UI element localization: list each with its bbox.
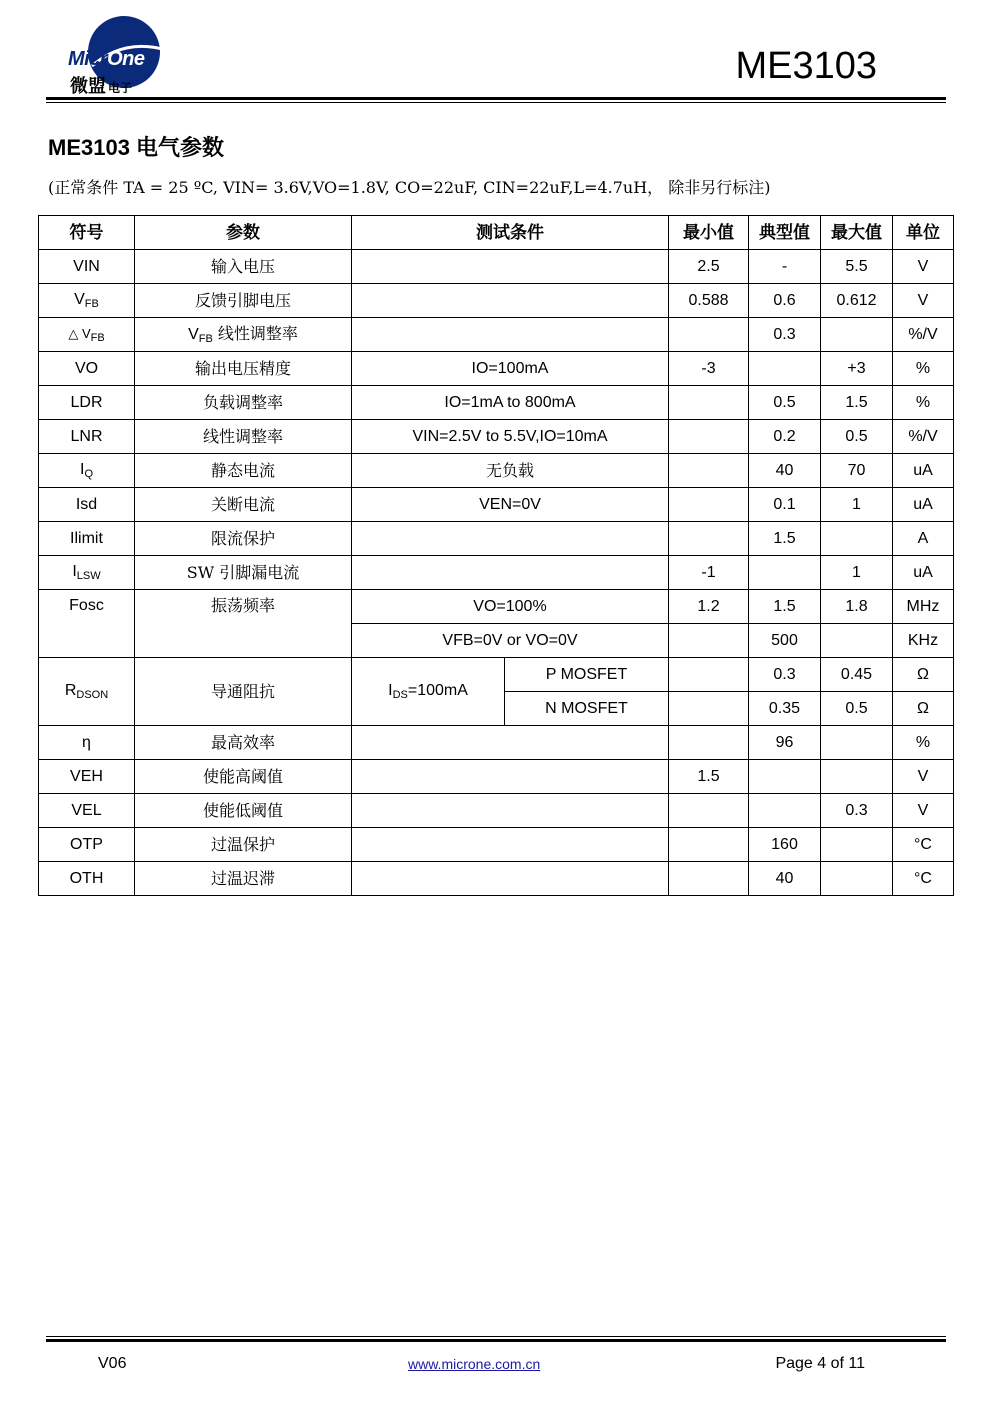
- cell-conditions: IO=100mA: [352, 352, 669, 386]
- table-row: [39, 250, 954, 284]
- cell-symbol: OTH: [39, 862, 135, 896]
- table-row: [39, 284, 954, 318]
- cell-max: 5.5: [821, 250, 893, 284]
- cell-parameter: 振荡频率: [135, 590, 352, 658]
- cell-symbol: $I_Q$: [39, 454, 135, 488]
- cell-conditions: $I_{DS}=100mA$: [352, 658, 505, 726]
- company-logo: [62, 8, 172, 96]
- cell-min: -1: [669, 556, 749, 590]
- cell-max: 1.8: [821, 590, 893, 624]
- electrical-parameters-table: [38, 215, 954, 896]
- cell-typ: 0.3: [749, 658, 821, 692]
- cell-typ: [749, 352, 821, 386]
- cell-max: 0.5: [821, 692, 893, 726]
- cell-max: +3: [821, 352, 893, 386]
- cell-unit: %: [893, 726, 954, 760]
- cell-unit: °C: [893, 828, 954, 862]
- cell-conditions: [352, 318, 669, 352]
- cell-min: [669, 420, 749, 454]
- cell-unit: %: [893, 386, 954, 420]
- cell-min: 0.588: [669, 284, 749, 318]
- cell-typ: -: [749, 250, 821, 284]
- cell-typ: 1.5: [749, 590, 821, 624]
- table-row: [39, 352, 954, 386]
- cell-typ: [749, 794, 821, 828]
- cell-unit: Ω: [893, 692, 954, 726]
- test-conditions-note: (正常条件 TA = 25 ºC, VIN= 3.6V,VO=1.8V, CO=22uF, CIN=22uF,L=4.7uH， 除非另行标注): [48, 178, 771, 197]
- cell-symbol: $V_{FB}$: [39, 284, 135, 318]
- cell-parameter: $V_{FB}$ 线性调整率: [135, 318, 352, 352]
- cell-conditions: [352, 794, 669, 828]
- cell-min: 1.2: [669, 590, 749, 624]
- col-header-parameter: 参数: [135, 216, 352, 250]
- col-header-symbol: 符号: [39, 216, 135, 250]
- cell-parameter: 使能低阈值: [135, 794, 352, 828]
- cell-max: 1: [821, 488, 893, 522]
- col-header-unit: 单位: [893, 216, 954, 250]
- website-link[interactable]: www.microne.com.cn: [408, 1356, 541, 1372]
- cell-symbol: △ $V_{FB}$: [39, 318, 135, 352]
- table-row: [39, 386, 954, 420]
- cell-parameter: 输入电压: [135, 250, 352, 284]
- table-row: [39, 318, 954, 352]
- col-header-max: 最大值: [821, 216, 893, 250]
- cell-parameter: 最高效率: [135, 726, 352, 760]
- cell-max: [821, 318, 893, 352]
- cell-symbol: $I_{LSW}$: [39, 556, 135, 590]
- cell-max: 70: [821, 454, 893, 488]
- cell-unit: %: [893, 352, 954, 386]
- cell-unit: Ω: [893, 658, 954, 692]
- table-row: [39, 420, 954, 454]
- cell-typ: 500: [749, 624, 821, 658]
- table-row: [39, 556, 954, 590]
- cell-unit: V: [893, 284, 954, 318]
- cell-min: [669, 454, 749, 488]
- cell-typ: 0.3: [749, 318, 821, 352]
- cell-typ: 40: [749, 862, 821, 896]
- header-rule-thick: [46, 97, 946, 100]
- page-number: Page 4 of 11: [775, 1355, 865, 1372]
- cell-conditions: [352, 284, 669, 318]
- cell-conditions: [352, 760, 669, 794]
- cell-symbol: $R_{DSON}$: [39, 658, 135, 726]
- cell-conditions: VEN=0V: [352, 488, 669, 522]
- cell-max: [821, 828, 893, 862]
- cell-typ: 0.2: [749, 420, 821, 454]
- cell-mosfet-type: N MOSFET: [505, 692, 669, 726]
- cell-max: [821, 726, 893, 760]
- cell-parameter: 输出电压精度: [135, 352, 352, 386]
- cell-parameter: 使能高阈值: [135, 760, 352, 794]
- footer-rule-thick: [46, 1339, 946, 1342]
- cell-symbol: OTP: [39, 828, 135, 862]
- logo-chinese: 微盟 电子: [70, 76, 133, 96]
- doc-version: V06: [98, 1355, 127, 1372]
- cell-unit: %/V: [893, 420, 954, 454]
- cell-unit: A: [893, 522, 954, 556]
- table-row: [39, 658, 954, 692]
- header-rule-thin: [46, 102, 946, 103]
- footer-rule-thin: [46, 1336, 946, 1337]
- cell-parameter: 过温保护: [135, 828, 352, 862]
- cell-symbol: LNR: [39, 420, 135, 454]
- cell-conditions: [352, 250, 669, 284]
- cell-symbol: Fosc: [39, 590, 135, 658]
- col-header-conditions: 测试条件: [352, 216, 669, 250]
- cell-unit: MHz: [893, 590, 954, 624]
- cell-min: [669, 726, 749, 760]
- cell-conditions: [352, 556, 669, 590]
- cell-conditions: [352, 522, 669, 556]
- cell-min: [669, 522, 749, 556]
- cell-parameter: 静态电流: [135, 454, 352, 488]
- cell-symbol: VEL: [39, 794, 135, 828]
- cell-min: 2.5: [669, 250, 749, 284]
- part-number: ME3103: [735, 45, 877, 87]
- cell-conditions: 无负载: [352, 454, 669, 488]
- table-row: [39, 862, 954, 896]
- cell-min: [669, 862, 749, 896]
- cell-min: [669, 624, 749, 658]
- cell-typ: [749, 556, 821, 590]
- cell-min: [669, 658, 749, 692]
- table-row: [39, 794, 954, 828]
- cell-conditions: [352, 828, 669, 862]
- cell-typ: 0.35: [749, 692, 821, 726]
- cell-min: [669, 386, 749, 420]
- cell-unit: uA: [893, 488, 954, 522]
- cell-min: -3: [669, 352, 749, 386]
- cell-typ: 0.6: [749, 284, 821, 318]
- table-row: [39, 522, 954, 556]
- cell-parameter: 线性调整率: [135, 420, 352, 454]
- table-row: [39, 488, 954, 522]
- cell-mosfet-type: P MOSFET: [505, 658, 669, 692]
- cell-typ: 0.1: [749, 488, 821, 522]
- cell-conditions: [352, 726, 669, 760]
- cell-max: 0.5: [821, 420, 893, 454]
- logo-wordmark: MicrOne: [68, 48, 145, 70]
- cell-conditions: VIN=2.5V to 5.5V,IO=10mA: [352, 420, 669, 454]
- cell-conditions: VO=100%: [352, 590, 669, 624]
- cell-max: 0.612: [821, 284, 893, 318]
- cell-typ: [749, 760, 821, 794]
- cell-parameter: 反馈引脚电压: [135, 284, 352, 318]
- cell-typ: 0.5: [749, 386, 821, 420]
- cell-typ: 1.5: [749, 522, 821, 556]
- cell-unit: %/V: [893, 318, 954, 352]
- cell-parameter: SW 引脚漏电流: [135, 556, 352, 590]
- table-row: [39, 454, 954, 488]
- cell-parameter: 负载调整率: [135, 386, 352, 420]
- cell-conditions: [352, 862, 669, 896]
- cell-max: [821, 760, 893, 794]
- cell-unit: V: [893, 794, 954, 828]
- cell-unit: uA: [893, 556, 954, 590]
- table-row: [39, 590, 954, 624]
- cell-min: 1.5: [669, 760, 749, 794]
- cell-max: [821, 522, 893, 556]
- cell-max: 1.5: [821, 386, 893, 420]
- cell-typ: 40: [749, 454, 821, 488]
- cell-unit: uA: [893, 454, 954, 488]
- cell-min: [669, 692, 749, 726]
- cell-symbol: VIN: [39, 250, 135, 284]
- cell-symbol: Isd: [39, 488, 135, 522]
- cell-min: [669, 794, 749, 828]
- cell-parameter: 导通阻抗: [135, 658, 352, 726]
- cell-parameter: 关断电流: [135, 488, 352, 522]
- table-header-row: [39, 216, 954, 250]
- cell-symbol: LDR: [39, 386, 135, 420]
- cell-symbol: VEH: [39, 760, 135, 794]
- cell-max: [821, 624, 893, 658]
- cell-unit: KHz: [893, 624, 954, 658]
- cell-typ: 160: [749, 828, 821, 862]
- cell-typ: 96: [749, 726, 821, 760]
- col-header-typ: 典型值: [749, 216, 821, 250]
- cell-max: 0.3: [821, 794, 893, 828]
- section-title: ME3103 电气参数: [48, 135, 225, 160]
- cell-conditions: IO=1mA to 800mA: [352, 386, 669, 420]
- col-header-min: 最小值: [669, 216, 749, 250]
- cell-parameter: 过温迟滞: [135, 862, 352, 896]
- cell-max: [821, 862, 893, 896]
- cell-min: [669, 488, 749, 522]
- table-row: [39, 828, 954, 862]
- cell-conditions: VFB=0V or VO=0V: [352, 624, 669, 658]
- cell-symbol: Ilimit: [39, 522, 135, 556]
- cell-min: [669, 828, 749, 862]
- table-row: [39, 760, 954, 794]
- cell-symbol: η: [39, 726, 135, 760]
- cell-max: 1: [821, 556, 893, 590]
- cell-symbol: VO: [39, 352, 135, 386]
- cell-min: [669, 318, 749, 352]
- cell-unit: V: [893, 760, 954, 794]
- cell-unit: °C: [893, 862, 954, 896]
- cell-parameter: 限流保护: [135, 522, 352, 556]
- cell-unit: V: [893, 250, 954, 284]
- cell-max: 0.45: [821, 658, 893, 692]
- table-row: [39, 726, 954, 760]
